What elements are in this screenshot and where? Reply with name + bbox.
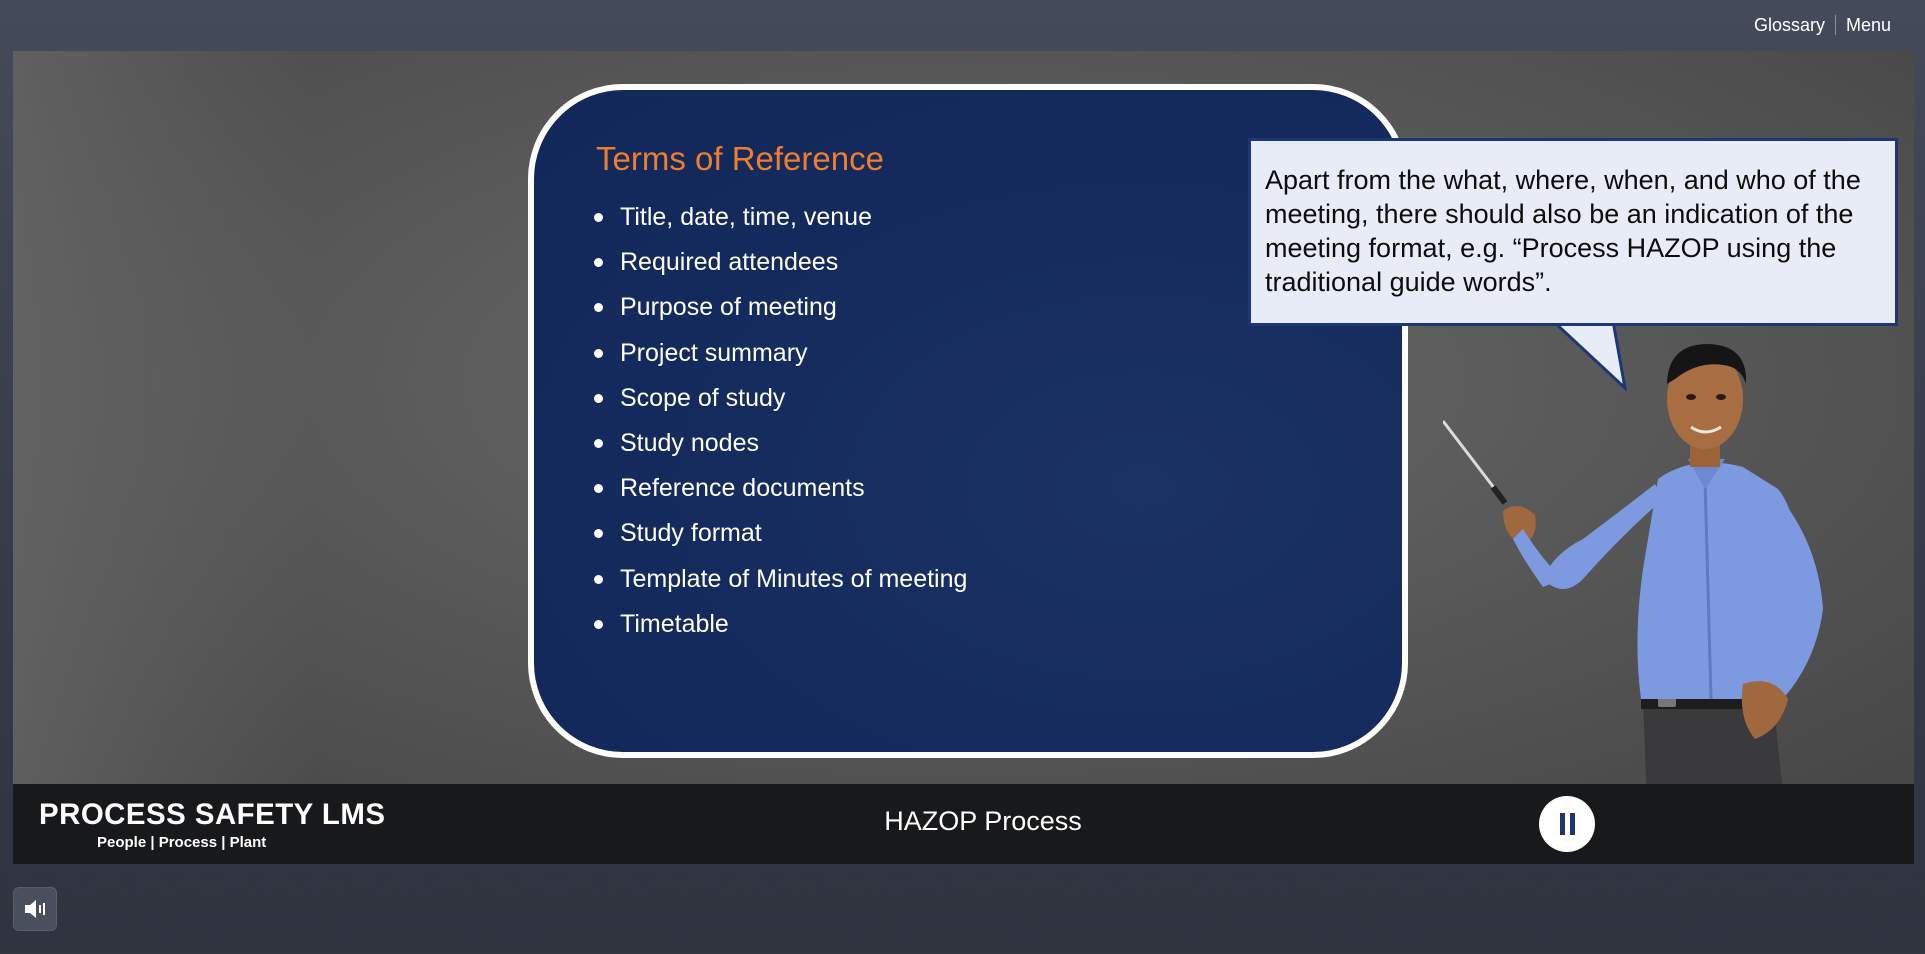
pause-icon: [1560, 813, 1565, 835]
list-item: [594, 473, 967, 518]
logo-title: PROCESS SAFETY LMS: [39, 798, 386, 831]
pause-button[interactable]: [1539, 796, 1595, 852]
bullet-icon: [594, 620, 603, 629]
presenter-character: [1443, 339, 1913, 784]
logo-tagline: People | Process | Plant: [97, 834, 267, 851]
list-item-text: Title, date, time, venue: [620, 203, 872, 231]
bullet-icon: [594, 484, 603, 493]
list-item: [594, 247, 967, 292]
slide-title: HAZOP Process: [884, 806, 1082, 836]
list-item-text: Template of Minutes of meeting: [620, 564, 968, 593]
list-item-text: Study format: [620, 519, 762, 548]
list-item-text: Project summary: [620, 338, 808, 367]
stage-shading: [13, 51, 313, 784]
list-item: [594, 383, 967, 428]
menu-link[interactable]: Menu: [1845, 14, 1891, 35]
footer-bar: [13, 784, 1914, 864]
list-item-text: Reference documents: [620, 474, 865, 503]
list-item: [594, 518, 967, 563]
card-title: Terms of Reference: [596, 140, 884, 177]
list-item: [594, 564, 967, 609]
slide-stage: [13, 51, 1914, 784]
list-item-text: Timetable: [620, 609, 729, 638]
terms-list: [594, 202, 967, 654]
bullet-icon: [594, 258, 603, 267]
list-item-text: Study nodes: [620, 428, 759, 457]
list-item-text: Purpose of meeting: [620, 293, 837, 322]
volume-button[interactable]: [13, 887, 57, 931]
list-item: [594, 609, 967, 654]
pause-icon-bar: [1570, 813, 1575, 835]
bullet-icon: [594, 213, 603, 222]
list-item: [594, 292, 967, 337]
list-item-text: Scope of study: [620, 383, 786, 412]
speaker-icon: [23, 898, 47, 920]
bullet-icon: [594, 349, 603, 358]
bullet-icon: [594, 529, 603, 538]
list-item: [594, 202, 967, 247]
top-navigation: [1744, 0, 1925, 50]
speech-bubble: [1248, 138, 1898, 326]
list-item: [594, 428, 967, 473]
bullet-icon: [594, 575, 603, 584]
glossary-link[interactable]: Glossary: [1753, 14, 1825, 35]
bullet-icon: [594, 439, 603, 448]
bullet-icon: [594, 303, 603, 312]
speech-bubble-text: Apart from the what, where, when, and who of the meeting, there should also be an indication of the meeting format, e.g. “Process HAZOP using the traditional guide words”.: [1265, 165, 1861, 297]
bullet-icon: [594, 394, 603, 403]
list-item: [594, 338, 967, 383]
list-item-text: Required attendees: [620, 248, 839, 277]
